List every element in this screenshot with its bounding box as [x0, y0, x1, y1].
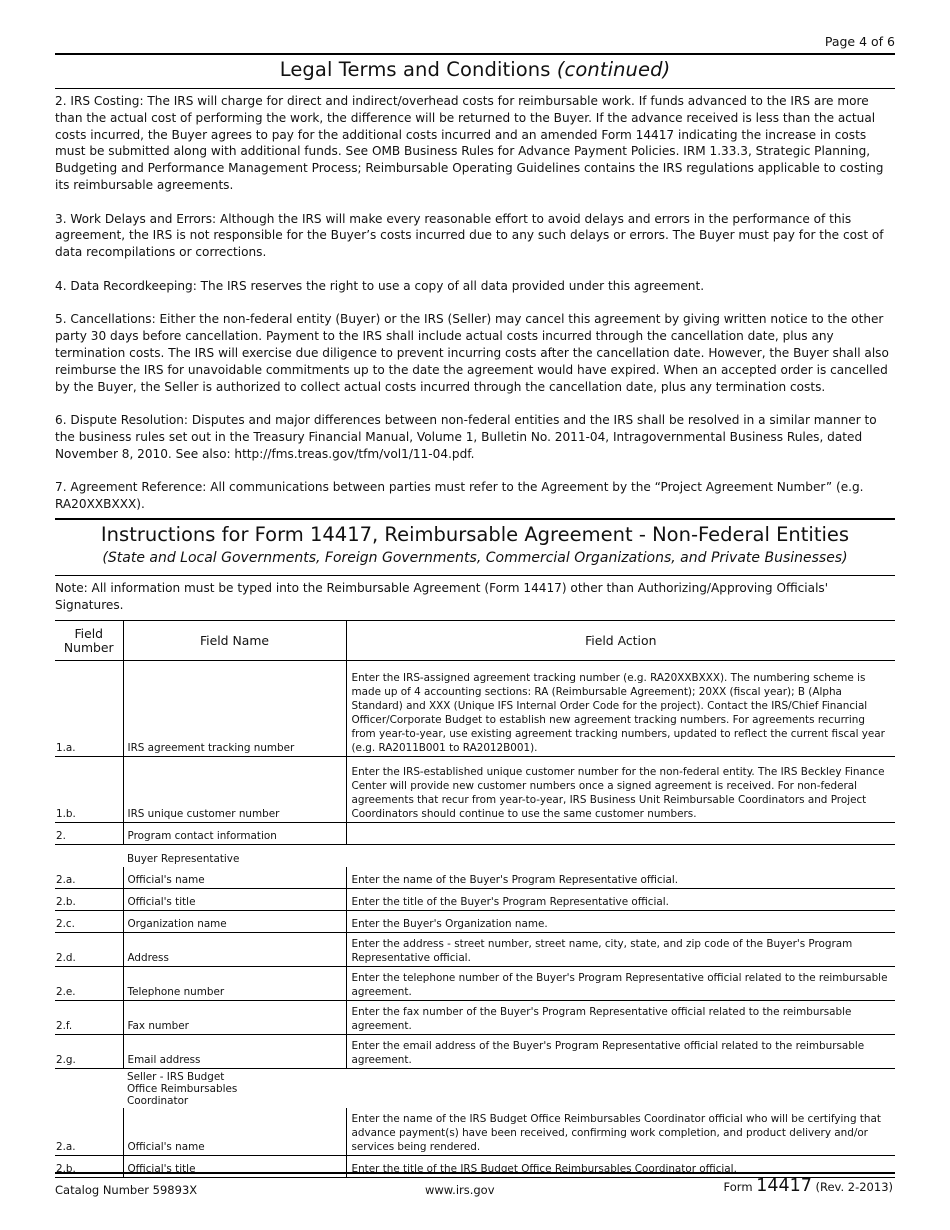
- field-number-cell: 2.a.: [55, 867, 123, 889]
- table-row: [55, 933, 895, 967]
- field-number-cell: 2.b.: [55, 889, 123, 911]
- legal-terms-title: [55, 58, 895, 81]
- legal-terms-body: [55, 93, 895, 530]
- field-number-cell: 2.c.: [55, 911, 123, 933]
- section-label-cell: Buyer Representative: [127, 852, 240, 865]
- term-item: [55, 278, 895, 295]
- field-action-cell: Enter the title of the Buyer's Program Representative official.: [346, 889, 895, 911]
- field-name-cell: Telephone number: [123, 967, 346, 1001]
- field-name-cell: IRS agreement tracking number: [123, 661, 346, 757]
- field-number-cell: 2.f.: [55, 1001, 123, 1035]
- form-identifier: [724, 1176, 893, 1196]
- term-item: [55, 479, 895, 513]
- field-number-cell: 2.e.: [55, 967, 123, 1001]
- form-prefix: Form: [723, 1180, 753, 1194]
- column-header-field-name: Field Name: [123, 621, 346, 661]
- field-number-cell: 2.g.: [55, 1035, 123, 1069]
- field-number-cell: 2.d.: [55, 933, 123, 967]
- field-action-cell: Enter the address - street number, street name, city, state, and zip code of the Buyer's Program Representative official.: [346, 933, 895, 967]
- field-name-cell: Official's title: [123, 1156, 346, 1178]
- field-number-cell: [55, 845, 123, 867]
- field-name-cell: IRS unique customer number: [123, 757, 346, 823]
- legal-title-rule: [55, 88, 895, 89]
- term-text: Disputes and major differences between non-federal entities and the IRS shall be resolved in a similar manner to the business rules set out in the Treasury Financial Manual, Volume 1, Bulletin No. 2011-04, Intragovernmental Business Rules, dated November 8, 2010. See also: http://fms.treas.gov/tfm/vol1/11-04.pdf.: [55, 413, 877, 461]
- field-name-cell: Email address: [123, 1035, 346, 1069]
- field-number-cell: 2.: [55, 823, 123, 845]
- field-action-cell: Enter the telephone number of the Buyer's Program Representative official related to the reimbursable agreement.: [346, 967, 895, 1001]
- field-name-cell: Organization name: [123, 911, 346, 933]
- column-header-field-action: Field Action: [346, 621, 895, 661]
- field-name-cell: Program contact information: [123, 823, 346, 845]
- term-heading: 3. Work Delays and Errors:: [55, 211, 217, 226]
- top-rule: [55, 53, 895, 55]
- table-row: [55, 1108, 895, 1156]
- table-row: [55, 757, 895, 823]
- term-heading: 6. Dispute Resolution:: [55, 413, 188, 428]
- section-row: [55, 845, 895, 867]
- form-number: 14417: [756, 1176, 812, 1196]
- table-row: [55, 1035, 895, 1069]
- term-heading: 7. Agreement Reference:: [55, 480, 207, 495]
- term-item: [55, 93, 895, 194]
- field-name-cell: Fax number: [123, 1001, 346, 1035]
- legal-title-text: Legal Terms and Conditions: [279, 58, 551, 81]
- table-body: [55, 661, 895, 1178]
- table-row: [55, 911, 895, 933]
- instructions-title-rule: [55, 575, 895, 576]
- term-item: [55, 211, 895, 261]
- field-action-cell: Enter the fax number of the Buyer's Program Representative official related to the reimbursable agreement.: [346, 1001, 895, 1035]
- bottom-rule: [55, 1172, 895, 1174]
- field-action-cell: Enter the email address of the Buyer's Program Representative official related to the reimbursable agreement.: [346, 1035, 895, 1069]
- field-action-cell: [346, 823, 895, 845]
- term-heading: 4. Data Recordkeeping:: [55, 278, 197, 293]
- field-action-cell: Enter the title of the IRS Budget Office Reimbursables Coordinator official.: [346, 1156, 895, 1178]
- form-page: [55, 0, 895, 1230]
- catalog-number: Catalog Number 59893X: [55, 1183, 198, 1197]
- term-heading: 2. IRS Costing:: [55, 94, 144, 108]
- field-action-cell: Enter the Buyer's Organization name.: [346, 911, 895, 933]
- term-item: [55, 412, 895, 462]
- field-action-cell: [346, 845, 895, 867]
- section-row: [55, 1069, 895, 1109]
- field-instructions-table: [55, 620, 895, 1178]
- instructions-top-rule: [55, 518, 895, 520]
- field-name-cell: Official's name: [123, 1108, 346, 1156]
- field-number-cell: 2.a.: [55, 1108, 123, 1156]
- table-row: [55, 889, 895, 911]
- column-header-field-number: [55, 621, 123, 661]
- table-row: [55, 823, 895, 845]
- term-text: All communications between parties must refer to the Agreement by the “Project Agreement Number” (e.g. RA20XXBXXX).: [55, 480, 864, 512]
- term-item: [55, 311, 895, 395]
- field-action-cell: Enter the name of the Buyer's Program Representative official.: [346, 867, 895, 889]
- field-name-cell: Address: [123, 933, 346, 967]
- field-number-cell: 1.b.: [55, 757, 123, 823]
- section-label-cell: Seller - IRS Budget Office Reimbursables Coordinator: [127, 1071, 238, 1107]
- page-number: Page 4 of 6: [824, 34, 895, 49]
- instructions-subtitle: (State and Local Governments, Foreign Governments, Commercial Organizations, and Private Businesses): [102, 550, 848, 566]
- table-header-row: [55, 621, 895, 661]
- field-name-cell: Official's name: [123, 867, 346, 889]
- table-row: [55, 967, 895, 1001]
- field-number-header-text: Field Number: [63, 625, 114, 655]
- term-heading: 5. Cancellations:: [55, 312, 156, 327]
- field-name-cell: Official's title: [123, 889, 346, 911]
- term-text: The IRS will charge for direct and indirect/overhead costs for reimbursable work. If funds advanced to the IRS are more than the actual cost of performing the work, the difference will be returned to the Buyer. If the advance received is less than the actual costs incurred, the Buyer agrees to pay for the additional costs incurred and an amended Form 14417 indicating the increase in costs must be submitted along with additional funds. See OMB Business Rules for Advance Payment Policies. IRM 1.33.3, Strategic Planning, Budgeting and Performance Management Process; Reimbursable Operating Guidelines contains the IRS regulations applicable to costing its reimbursable agreements.: [55, 94, 884, 192]
- legal-title-suffix: (continued): [556, 58, 671, 81]
- term-text: The IRS reserves the right to use a copy of all data provided under this agreement.: [196, 278, 705, 293]
- field-action-cell: Enter the name of the IRS Budget Office Reimbursables Coordinator official who will be certifying that advance payment(s) have been received, confirming work completion, and product delivery and/or services being rendered.: [346, 1108, 895, 1156]
- field-action-cell: [346, 1069, 895, 1109]
- term-text: Either the non-federal entity (Buyer) or the IRS (Seller) may cancel this agreement by giving written notice to the other party 30 days before cancellation. Payment to the IRS shall include actual costs incurred through the cancellation date, plus any termination costs. The IRS will exercise due diligence to prevent incurring costs after the cancellation date. However, the Buyer shall also reimburse the IRS for unavoidable commitments up to the date the agreement would have expired. When an accepted order is cancelled by the Buyer, the Seller is authorized to collect actual costs incurred through the cancellation date, plus any termination costs.: [55, 312, 889, 394]
- field-number-cell: 2.b.: [55, 1156, 123, 1178]
- website-link[interactable]: www.irs.gov: [425, 1183, 495, 1197]
- field-action-cell: Enter the IRS-assigned agreement tracking number (e.g. RA20XXBXXX). The numbering scheme is made up of 4 accounting sections: RA (Reimbursable Agreement); 20XX (fiscal year); B (Alpha Standard) and XXX (Unique IFS Internal Order Code for the project). Contact the IRS/Chief Financial Officer/Corporate Budget to establish new agreement tracking numbers. For agreements recurring from year-to-year, use existing agreement tracking numbers, updated to reflect the current fiscal year (e.g. RA2011B001 to RA2012B001).: [346, 661, 895, 757]
- typing-note: Note: All information must be typed into the Reimbursable Agreement (Form 14417) other than Authorizing/Approving Officials' Signatures.: [55, 581, 829, 612]
- table-row: [55, 1001, 895, 1035]
- table-row: [55, 661, 895, 757]
- table-row: [55, 867, 895, 889]
- table-row: [55, 1156, 895, 1178]
- field-action-cell: Enter the IRS-established unique customer number for the non-federal entity. The IRS Beckley Finance Center will provide new customer numbers once a signed agreement is received. For non-federal agreements that recur from year-to-year, IRS Business Unit Reimbursable Coordinators and Project Coordinators should continue to use the same customer numbers.: [346, 757, 895, 823]
- term-text: Although the IRS will make every reasonable effort to avoid delays and errors in the performance of this agreement, the IRS is not responsible for the Buyer’s costs incurred due to any such delays or errors. The Buyer must pay for the cost of data recompilations or corrections.: [55, 211, 884, 260]
- instructions-title: Instructions for Form 14417, Reimbursable Agreement - Non-Federal Entities: [100, 523, 850, 546]
- field-number-cell: 1.a.: [55, 661, 123, 757]
- form-revision: (Rev. 2-2013): [815, 1180, 893, 1194]
- field-number-cell: [55, 1069, 123, 1109]
